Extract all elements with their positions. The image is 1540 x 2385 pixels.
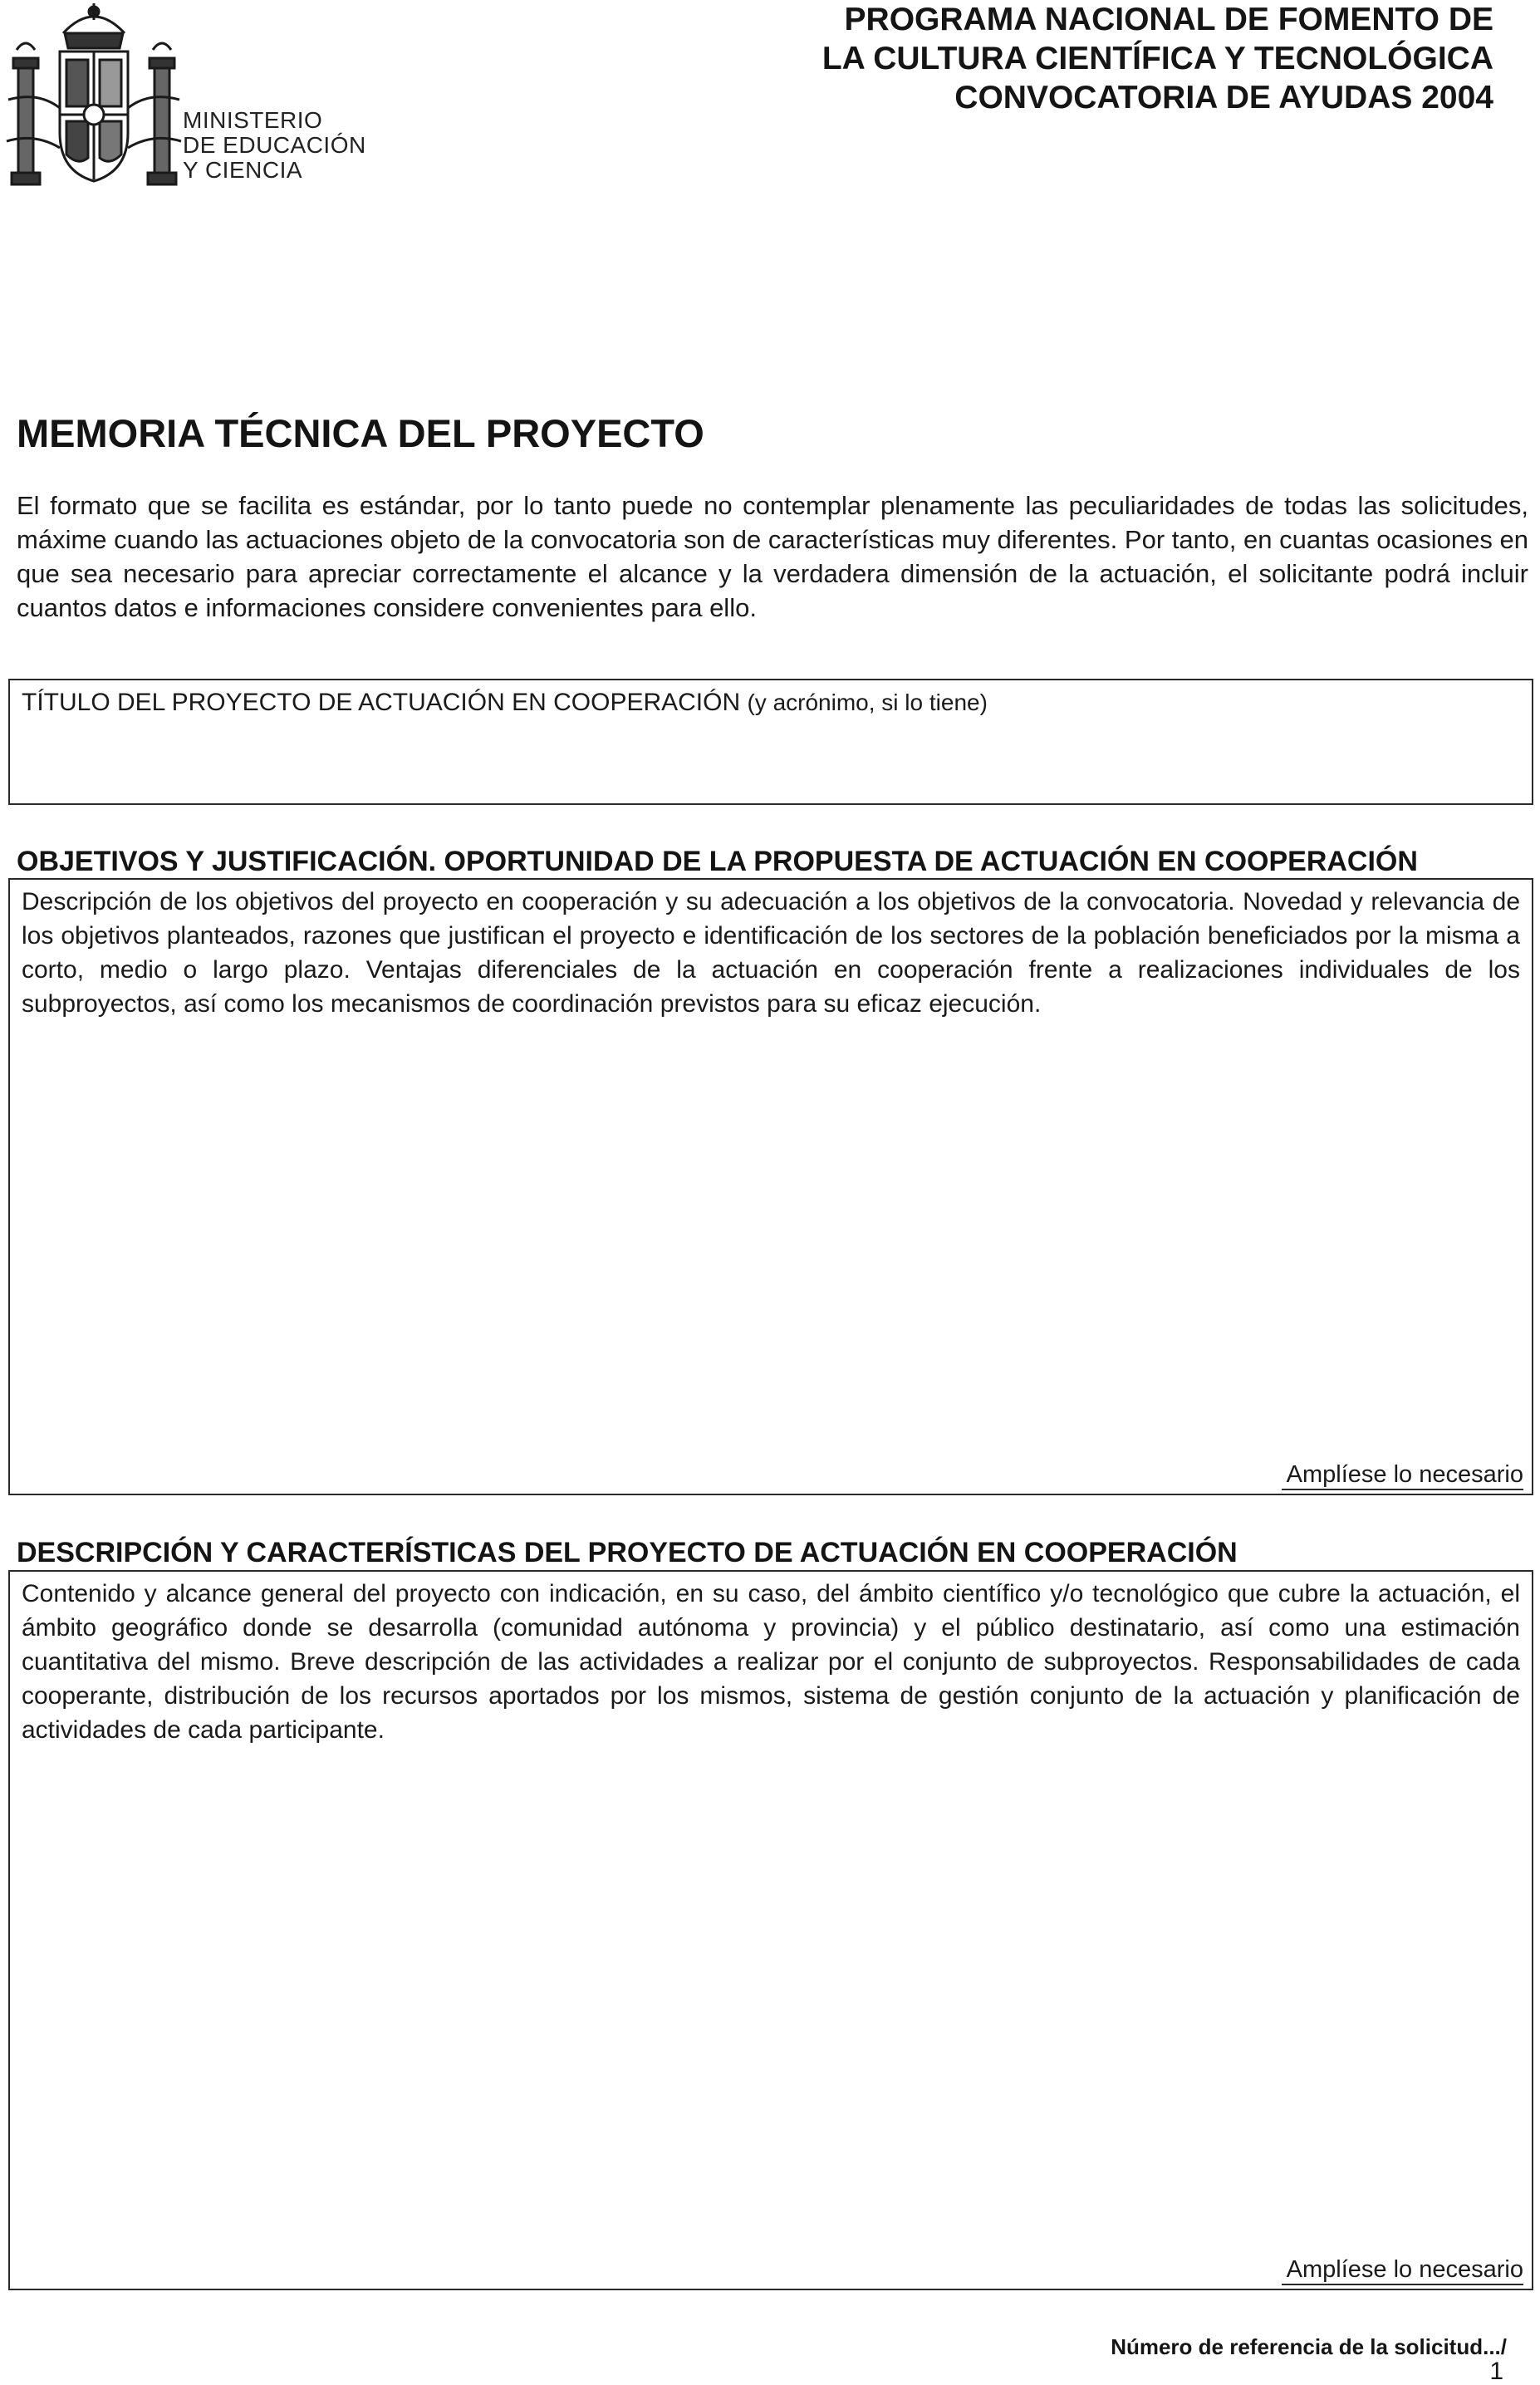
page-number: 1 xyxy=(1489,2358,1503,2385)
objectives-expand-note: Amplíese lo necesario xyxy=(1282,1460,1523,1490)
reference-number-label: Número de referencia de la solicitud.../ xyxy=(1111,2334,1507,2359)
program-title xyxy=(746,0,1493,117)
project-title-sublabel: (y acrónimo, si lo tiene) xyxy=(747,689,988,715)
ministry-line-2: DE EDUCACIÓN xyxy=(183,132,366,158)
ministry-line-3: Y CIENCIA xyxy=(183,157,303,183)
project-title-label-text: TÍTULO DEL PROYECTO DE ACTUACIÓN EN COOPERACIÓN xyxy=(22,689,741,716)
document-title: MEMORIA TÉCNICA DEL PROYECTO xyxy=(17,411,704,455)
objectives-heading: OBJETIVOS Y JUSTIFICACIÓN. OPORTUNIDAD DE LA PROPUESTA DE ACTUACIÓN EN COOPERACIÓN xyxy=(17,846,1418,877)
intro-paragraph: El formato que se facilita es estándar, por lo tanto puede no contemplar plenamente las peculiaridades de todas las solicitudes, máxime cuando las actuaciones objeto de la convocatoria son de características muy diferentes. Por tanto, en cuantas ocasiones en que sea necesario para apreciar correctamente el alcance y la verdadera dimensión de la actuación, el solicitante podrá incluir cuantos datos e informaciones considere convenientes para ello. xyxy=(17,491,1528,622)
ministry-name xyxy=(183,108,366,183)
description-instructions: Contenido y alcance general del proyecto con indicación, en su caso, del ámbito científico y/o tecnológico que cubre la actuación, el ámbito geográfico donde se desarrolla (comunidad autónoma y provincia) y el público destinatario, así como una estimación cuantitativa del mismo. Breve descripción de las actividades a realizar por el conjunto de subproyectos. Responsabilidades de cada cooperante, distribución de los recursos aportados por los mismos, sistema de gestión conjunto de la actuación y planificación de actividades de cada participante. xyxy=(22,1580,1520,1744)
objectives-field[interactable] xyxy=(8,878,1533,1495)
project-title-label xyxy=(22,685,1520,719)
project-title-field[interactable] xyxy=(8,679,1533,805)
objectives-instructions: Descripción de los objetivos del proyecto en cooperación y su adecuación a los objetivos de la convocatoria. Novedad y relevancia de los objetivos planteados, razones que justifican el proyecto e identificación de los sectores de la población beneficiados por la misma a corto, medio o largo plazo. Ventajas diferenciales de la actuación en cooperación frente a realizaciones individuales de los subproyectos, así como los mecanismos de coordinación previstos para su eficaz ejecución. xyxy=(22,888,1520,1018)
program-title-line-1: PROGRAMA NACIONAL DE FOMENTO DE xyxy=(844,2,1493,37)
description-heading: DESCRIPCIÓN Y CARACTERÍSTICAS DEL PROYECTO DE ACTUACIÓN EN COOPERACIÓN xyxy=(17,1537,1238,1568)
description-expand-note: Amplíese lo necesario xyxy=(1282,2255,1523,2285)
program-title-line-2: LA CULTURA CIENTÍFICA Y TECNOLÓGICA xyxy=(821,41,1493,76)
spanish-coat-of-arms-icon xyxy=(5,0,183,208)
description-field[interactable] xyxy=(8,1570,1533,2290)
program-title-line-3: CONVOCATORIA DE AYUDAS 2004 xyxy=(954,80,1493,115)
ministry-line-1: MINISTERIO xyxy=(183,107,323,133)
